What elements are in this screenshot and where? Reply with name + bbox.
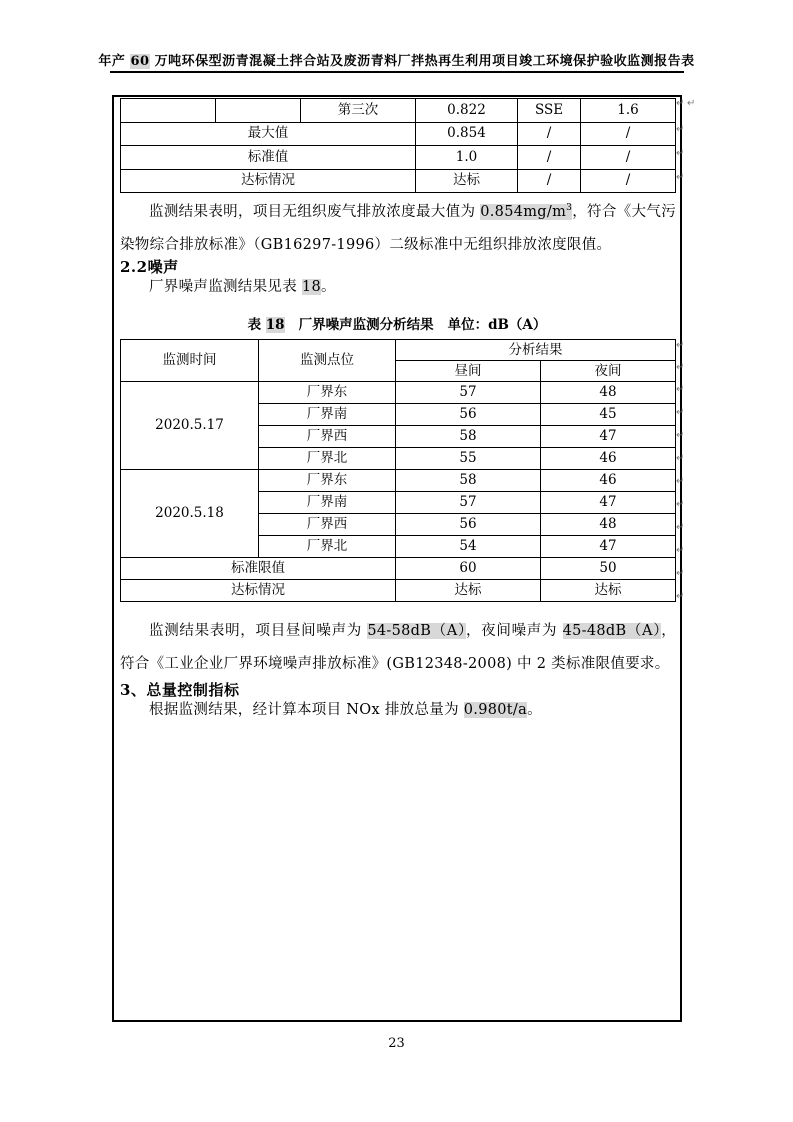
- noise-night-field: 45-48dB（A）: [562, 623, 662, 639]
- header-capacity-field: 60: [130, 54, 150, 69]
- table-row: [121, 558, 676, 580]
- day-value-cell: 57: [396, 492, 541, 514]
- paragraph-text: 监测结果表明，项目昼间噪声为: [149, 623, 368, 639]
- day-value-cell: 58: [396, 426, 541, 448]
- wind-speed-cell: 1.6: [581, 99, 676, 123]
- day-value-cell: 54: [396, 536, 541, 558]
- night-value-cell: 48: [541, 382, 676, 404]
- night-value-cell: 46: [541, 470, 676, 492]
- limit-day-cell: 60: [396, 558, 541, 580]
- paragraph-mark-icon: ↵: [676, 568, 685, 579]
- row-label-cell: 达标情况: [121, 169, 416, 193]
- paragraph-mark-icon: ↵: [676, 384, 685, 395]
- paragraph-text: ，符合《大气污染物综合排放标准》（GB16297-1996）二级标准中无组织排放浓度限值。: [120, 204, 676, 253]
- paragraph-text: 。: [320, 279, 336, 295]
- day-value-cell: 56: [396, 404, 541, 426]
- paragraph-mark-icon: ↵: [676, 172, 685, 183]
- table-row: [121, 470, 676, 492]
- table-row: [121, 580, 676, 602]
- table-number-field: 18: [265, 317, 285, 333]
- paragraph-mark-icon: ↵: [676, 430, 685, 441]
- paragraph-mark-icon: ↵: [676, 499, 685, 510]
- section-heading-total: 3、总量控制指标: [120, 681, 240, 699]
- paragraph-mark-icon: ↵: [676, 545, 685, 556]
- col-header-point: 监测点位: [259, 340, 396, 382]
- noise-conclusion-paragraph: [120, 615, 676, 681]
- paragraph-text: ，符合《工业企业厂界环境噪声排放标准》(GB12348-2008) 中 2 类标准限值要求。: [120, 623, 676, 672]
- header-title-suffix: 万吨环保型沥青混凝土拌合站及废沥青料厂拌热再生利用项目竣工环境保护验收监测报告表: [149, 54, 695, 69]
- noise-day-field: 54-58dB（A）: [367, 623, 466, 639]
- header-title-prefix: 年产: [98, 54, 131, 69]
- conc-cell: 0.822: [416, 99, 518, 123]
- night-value-cell: 47: [541, 426, 676, 448]
- paragraph-text: 厂界噪声监测结果见表: [149, 279, 302, 295]
- table-row: [121, 382, 676, 404]
- conc-cell: 1.0: [416, 146, 518, 170]
- day-value-cell: 56: [396, 514, 541, 536]
- nox-total-field: 0.980t/a: [463, 702, 528, 718]
- na-cell: /: [581, 146, 676, 170]
- point-cell: 厂界东: [259, 382, 396, 404]
- table-row: [121, 146, 676, 170]
- sample-seq-cell: 第三次: [301, 99, 416, 123]
- row-label-cell: 标准值: [121, 146, 416, 170]
- gas-max-field: $0.854mg/m^3$: [480, 203, 573, 220]
- total-paragraph: [120, 694, 676, 727]
- section-heading-noise: 2.2噪声: [120, 258, 179, 276]
- na-cell: /: [518, 146, 581, 170]
- night-value-cell: 47: [541, 492, 676, 514]
- paragraph-mark-icon: ↵: [676, 591, 685, 602]
- paragraph-text: 。: [527, 702, 542, 718]
- conc-cell: 0.854: [416, 122, 518, 146]
- paragraph-mark-icon: ↵: [676, 522, 685, 533]
- superscript: 3: [566, 203, 573, 214]
- point-cell: 厂界北: [259, 536, 396, 558]
- attain-day-cell: 达标: [396, 580, 541, 602]
- caption-text: 表: [247, 317, 266, 333]
- paragraph-mark-icon: ↵: [676, 476, 685, 487]
- paragraph-text: ，夜间噪声为: [465, 623, 563, 639]
- noise-intro-paragraph: [120, 271, 676, 304]
- table-row: [121, 169, 676, 193]
- paragraph-text: 根据监测结果，经计算本项目 NOx 排放总量为: [149, 702, 464, 718]
- table-row: [121, 99, 676, 123]
- date-cell: 2020.5.17: [121, 382, 259, 470]
- point-cell: 厂界南: [259, 492, 396, 514]
- point-cell: 厂界西: [259, 514, 396, 536]
- night-value-cell: 47: [541, 536, 676, 558]
- na-cell: /: [581, 169, 676, 193]
- col-header-night: 夜间: [541, 361, 676, 382]
- date-cell: 2020.5.18: [121, 470, 259, 558]
- attain-night-cell: 达标: [541, 580, 676, 602]
- wind-dir-cell: SSE: [518, 99, 581, 123]
- day-value-cell: 55: [396, 448, 541, 470]
- col-header-day: 昼间: [396, 361, 541, 382]
- empty-cell: [216, 99, 301, 123]
- col-header-time: 监测时间: [121, 340, 259, 382]
- table-header-row: [121, 340, 676, 361]
- attain-label-cell: 达标情况: [121, 580, 396, 602]
- na-cell: /: [581, 122, 676, 146]
- paragraph-text: 监测结果表明，项目无组织废气排放浓度最大值为: [149, 204, 481, 220]
- paragraph-mark-icon: ↵: [676, 407, 685, 418]
- caption-unit: 单位：dB（A）: [447, 317, 547, 333]
- night-value-cell: 48: [541, 514, 676, 536]
- caption-text: 厂界噪声监测分析结果: [298, 317, 434, 333]
- point-cell: 厂界西: [259, 426, 396, 448]
- table-ref-field: 18: [301, 279, 321, 295]
- night-value-cell: 46: [541, 448, 676, 470]
- attain-cell: 达标: [416, 169, 518, 193]
- noise-monitoring-table: [120, 339, 676, 602]
- table-row: [121, 122, 676, 146]
- point-cell: 厂界北: [259, 448, 396, 470]
- point-cell: 厂界南: [259, 404, 396, 426]
- content-frame: [112, 95, 685, 1022]
- night-value-cell: 45: [541, 404, 676, 426]
- limit-label-cell: 标准限值: [121, 558, 396, 580]
- na-cell: /: [518, 122, 581, 146]
- point-cell: 厂界东: [259, 470, 396, 492]
- day-value-cell: 57: [396, 382, 541, 404]
- row-label-cell: 最大值: [121, 122, 416, 146]
- paragraph-mark-icon: ↵: [676, 340, 685, 351]
- day-value-cell: 58: [396, 470, 541, 492]
- noise-table-caption: [114, 313, 680, 333]
- gas-conclusion-paragraph: [120, 196, 676, 262]
- paragraph-mark-icon: ↵: [687, 98, 696, 109]
- paragraph-mark-icon: ↵: [676, 148, 685, 159]
- paragraph-mark-icon: ↵: [676, 98, 685, 109]
- paragraph-mark-icon: ↵: [676, 453, 685, 464]
- limit-night-cell: 50: [541, 558, 676, 580]
- page-number: 23: [388, 1036, 405, 1051]
- col-header-result: 分析结果: [396, 340, 676, 361]
- empty-cell: [121, 99, 216, 123]
- paragraph-mark-icon: ↵: [676, 124, 685, 135]
- na-cell: /: [518, 169, 581, 193]
- paragraph-mark-icon: ↵: [676, 362, 685, 373]
- gas-monitoring-table: [120, 98, 676, 193]
- header-rule: [110, 71, 684, 73]
- document-header-title: [0, 50, 793, 69]
